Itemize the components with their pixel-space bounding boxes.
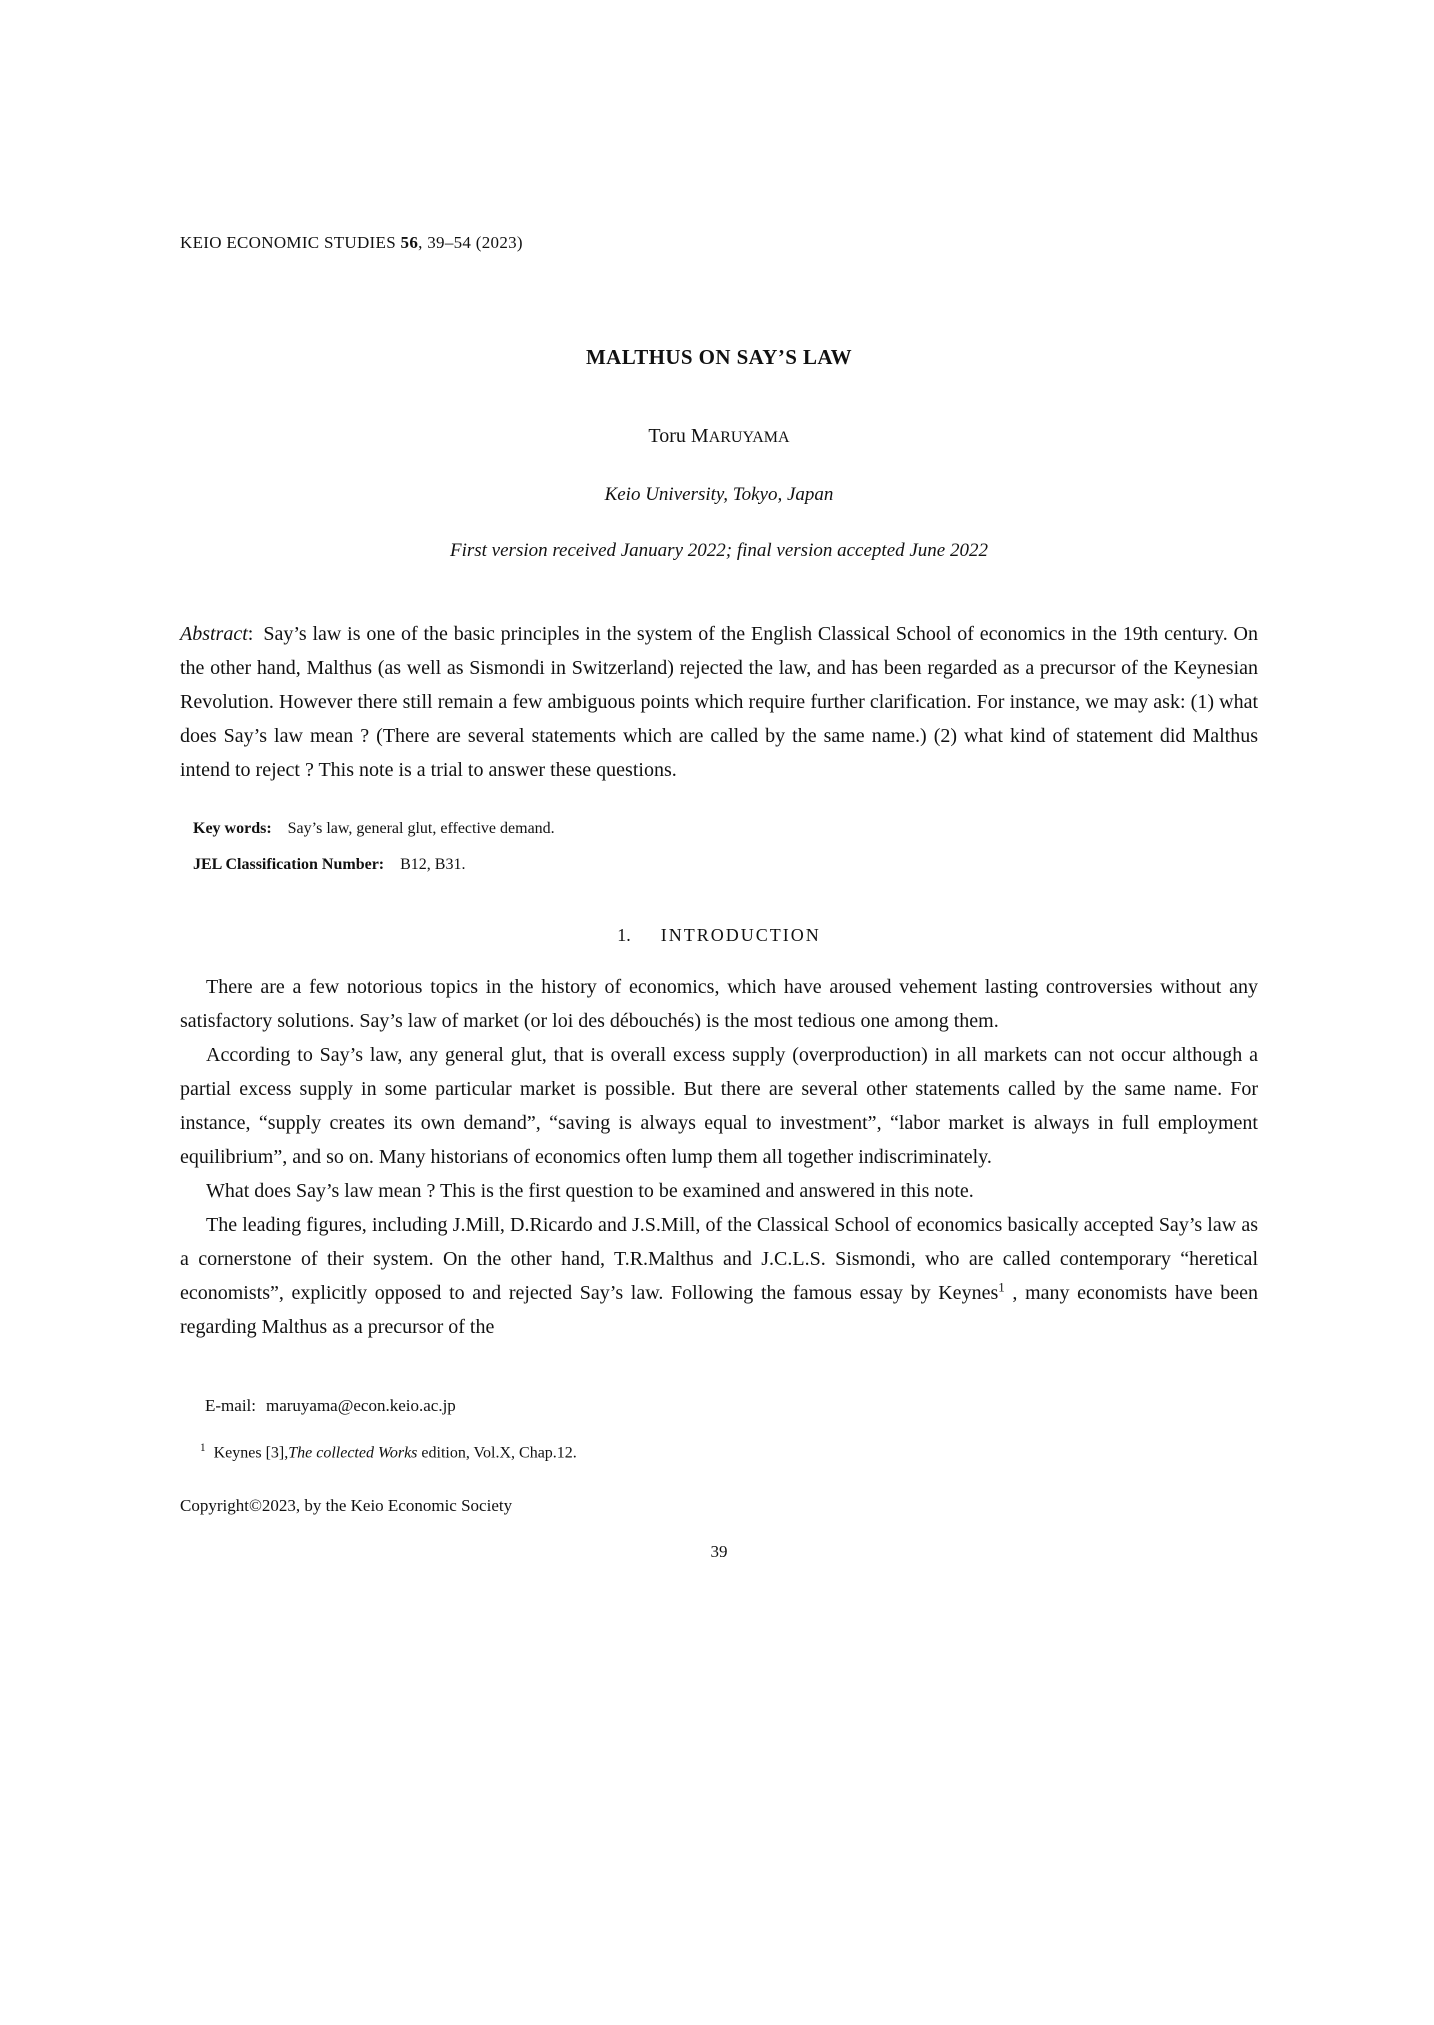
volume-number: 56 xyxy=(400,233,419,252)
abstract-separator: : xyxy=(247,623,254,645)
jel-text: B12, B31. xyxy=(400,856,466,873)
paragraph-2: According to Say’s law, any general glut, that is overall excess supply (overproduction) in all markets can not occur although a partial excess supply in some particular market is possible. But there are several other statements called by the same name. For instance, “supply creates its own demand”, “saving is always equal to investment”, “labor market is always in full employment equilibrium”, and so on. Many historians of economics often lump them all together indiscriminately. xyxy=(180,1044,1258,1168)
revision-history: First version received January 2022; final version accepted June 2022 xyxy=(449,540,988,561)
jel-line xyxy=(180,847,1258,883)
section-number: 1. xyxy=(617,925,631,945)
footnote-1-work-title: The collected Works xyxy=(288,1444,418,1462)
paragraph-4-continuation: , many economists have been regarding Malthus as a precursor of the xyxy=(180,1282,1259,1338)
keywords-text: Say’s law, general glut, effective demand. xyxy=(287,820,555,837)
author-last-initial: M xyxy=(690,425,709,447)
copyright-notice: Copyright©2023, by the Keio Economic Society xyxy=(180,1496,513,1516)
paragraph-4 xyxy=(180,1208,1258,1344)
paper-title: MALTHUS ON SAY’S LAW xyxy=(585,345,853,369)
footnote-reference-1: 1 xyxy=(998,1279,1005,1295)
email-address: maruyama@econ.keio.ac.jp xyxy=(265,1396,456,1415)
running-head xyxy=(180,233,1258,253)
body-text xyxy=(180,970,1258,1344)
keywords-line xyxy=(180,811,1258,847)
author-first-name: Toru xyxy=(648,425,691,447)
page-number: 39 xyxy=(710,1542,728,1562)
paragraph-1: There are a few notorious topics in the history of economics, which have aroused vehement lasting controversies without any satisfactory solutions. Say’s law of market (or loi des débouchés) is the most tedious one among them. xyxy=(180,976,1258,1032)
paragraph-4-text: The leading figures, including J.Mill, D.Ricardo and J.S.Mill, of the Classical School of economics basically accepted Say’s law as a cornerstone of their system. On the other hand, T.R.Malthus and J.C.L.S. Sismondi, who are called contemporary “heretical economists”, explicitly opposed to and rejected Say’s law. Following the famous essay by Keynes xyxy=(180,1214,1258,1304)
issue-pages-year: , 39–54 (2023) xyxy=(418,233,523,252)
author-last-rest: ARUYAMA xyxy=(708,429,790,446)
paragraph-3: What does Say’s law mean ? This is the first question to be examined and answered in this note. xyxy=(206,1180,974,1202)
email-label: E-mail: xyxy=(205,1396,256,1415)
footnote-1-number: 1 xyxy=(200,1442,206,1454)
section-heading xyxy=(180,925,1258,946)
jel-label: JEL Classification Number: xyxy=(193,856,385,873)
section-title: INTRODUCTION xyxy=(660,925,821,945)
footnote-area xyxy=(180,1396,1258,1516)
abstract-text: Say’s law is one of the basic principles in the system of the English Classical School of economics in the 19th century. On the other hand, Malthus (as well as Sismondi in Switzerland) rejected the law, and has been regarded as a precursor of the Keynesian Revolution. However there still remain a few ambiguous points which require further clarification. For instance, we may ask: (1) what does Say’s law mean ? (There are several statements which are called by the same name.) (2) what kind of statement did Malthus intend to reject ? This note is a trial to answer these questions. xyxy=(180,623,1258,781)
footnote-1 xyxy=(200,1442,1258,1462)
footnote-1-pre: Keynes [3], xyxy=(213,1444,289,1462)
author-affiliation: Keio University, Tokyo, Japan xyxy=(604,484,834,505)
email-line xyxy=(205,1396,1258,1416)
abstract-label: Abstract xyxy=(180,623,248,645)
footnote-1-post: edition, Vol.X, Chap.12. xyxy=(417,1444,577,1462)
abstract xyxy=(180,617,1258,787)
keywords-label: Key words: xyxy=(193,820,272,837)
journal-name: KEIO ECONOMIC STUDIES xyxy=(180,233,401,252)
author-name xyxy=(180,425,1258,448)
